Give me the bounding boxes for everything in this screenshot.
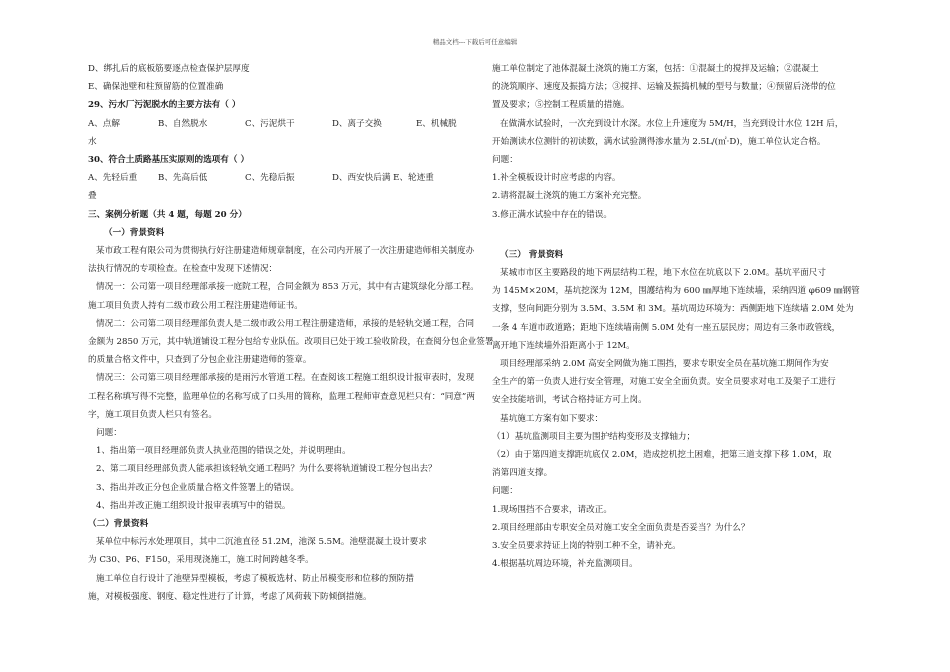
case-2-paragraph-2a: 施工单位自行设计了池壁异型模板，考虑了模板选材、防止吊模变形和位移的预防措 bbox=[96, 573, 414, 584]
case-2-test-line-2: 开始测读水位测针的初读数，满水试验测得渗水量为 2.5L/(㎡·D)，施工单位认定合格。 bbox=[492, 136, 826, 147]
case-3-paragraph-2a: 项目经理部采纳 2.0M 高安全网做为施工围挡，要求专职安全员在基坑施工期间作为安 bbox=[500, 359, 829, 370]
q28-option-d: D、绑扎后的底板筋要逐点检查保护层厚度 bbox=[88, 64, 250, 74]
case-2-paragraph-2b: 施，对模板强度、钢度、稳定性进行了计算，考虑了风荷载下防倾倒措施。 bbox=[88, 591, 372, 602]
case-3-question-3: 3.安全员要求持证上岗的特别工种不全，请补充。 bbox=[492, 541, 681, 552]
case-2-question-2: 2.请将混凝土浇筑的施工方案补充完整。 bbox=[492, 191, 647, 202]
case-2-questions-label: 问题： bbox=[492, 155, 518, 166]
case-2-title: （二）背景资料 bbox=[88, 519, 149, 530]
case-3-question-1: 1.现场围挡不合要求，请改正。 bbox=[492, 504, 612, 515]
case-2-paragraph-1a: 某单位中标污水处理项目，其中二沉池直径 51.2M，池深 5.5M。池壁混凝土设计要求 bbox=[96, 537, 427, 548]
case-3-plan-item-2b: 消第四道支撑。 bbox=[492, 468, 553, 479]
q29-option-c: C、污泥烘干 bbox=[245, 118, 295, 129]
case-1-question-2: 2、第二项目经理部负责人能承担该轻轨交通工程吗？为什么要将轨道铺设工程分包出去？ bbox=[96, 464, 437, 475]
case-3-plan-item-1: （1）基坑监测项目主要为围护结构变形及支撑轴力； bbox=[492, 431, 696, 442]
q29-option-b: B、自然脱水 bbox=[158, 118, 208, 129]
q30-option-d: D、西安快后满 E、轮迹重 bbox=[332, 173, 434, 184]
case-1-paragraph-4c: 字，施工项目负责人栏只有签名。 bbox=[88, 409, 217, 420]
case-3-plan-intro: 基坑施工方案有如下要求： bbox=[500, 413, 604, 424]
q29-option-e: E、机械脱 bbox=[416, 118, 457, 129]
case-1-paragraph-1a: 某市政工程有限公司为贯彻执行好注册建造师规章制度，在公司内开展了一次注册建造师相关制度办 bbox=[96, 246, 475, 257]
case-1-paragraph-3b: 金额为 2850 万元，其中轨道铺设工程分包给专业队伍。改项目已处于竣工验收阶段，在查阅分包企业签署 bbox=[88, 337, 494, 348]
case-1-question-4: 4、指出并改正施工组织设计报审表填写中的错误。 bbox=[96, 500, 291, 511]
q30-option-b: B、先高后低 bbox=[158, 173, 208, 184]
case-3-question-4: 4.根据基坑周边环境，补充监测项目。 bbox=[492, 559, 638, 570]
right-column bbox=[492, 60, 860, 573]
case-1-paragraph-3a: 情况二：公司第二项目经理部负责人是二级市政公用工程注册建造师，承接的是轻轨交通工程，合同 bbox=[96, 318, 475, 329]
case-1-title: （一）背景资料 bbox=[104, 227, 165, 238]
q30-options bbox=[88, 169, 458, 187]
case-1-question-3: 3、指出并改正分包企业质量合格文件签署上的错误。 bbox=[96, 482, 300, 493]
case-2-test-line-1: 在做满水试验时，一次充到设计水深。水位上升速度为 5M/H，当充到设计水位 12H 后， bbox=[500, 118, 844, 129]
case-1-questions-label: 问题： bbox=[96, 428, 122, 439]
case-3-paragraph-1c: 支撑，竖向间距分别为 3.5M、3.5M 和 3M。基坑周边环境为：西侧距地下连续墙 2.0M 处为 bbox=[492, 304, 854, 315]
q28-option-e: E、确保池壁和柱预留筋的位置准确 bbox=[88, 82, 224, 93]
case-2-plan-line-3: 置及要求；⑤控制工程质量的措施。 bbox=[492, 100, 630, 111]
case-2-question-3: 3.修正满水试验中存在的错误。 bbox=[492, 209, 612, 220]
case-3-questions-label: 问题： bbox=[492, 486, 518, 497]
question-30: 30、符合土质路基压实原则的选项有（ ） bbox=[88, 155, 250, 166]
q29-option-a: A、点解 bbox=[88, 118, 120, 129]
case-3-paragraph-2c: 安全技能培训，考试合格持证方可上岗。 bbox=[492, 395, 647, 406]
section-3-heading: 三、案例分析题（共 4 题，每题 20 分） bbox=[88, 209, 247, 220]
case-2-plan-line-1: 施工单位制定了池体混凝土浇筑的施工方案，包括：①混凝土的搅拌及运输；②混凝土 bbox=[492, 64, 819, 74]
case-1-paragraph-2b: 施工项目负责人持有二级市政公用工程注册建造师证书。 bbox=[88, 300, 303, 311]
case-1-paragraph-4a: 情况三：公司第三项目经理部承接的是雨污水管道工程。在查阅该工程施工组织设计报审表时，发现 bbox=[96, 373, 475, 384]
case-1-paragraph-3c: 的质量合格文件中，只查到了分包企业注册建造师的签章。 bbox=[88, 355, 312, 366]
left-column bbox=[88, 60, 494, 606]
case-2-plan-line-2: 的浇筑顺序、速度及振捣方法；③搅拌、运输及振捣机械的型号与数量；④预留后浇带的位 bbox=[492, 82, 836, 93]
case-3-paragraph-2b: 全生产的第一负责人进行安全管理，对施工安全全面负责。安全员要求对电工及架子工进行 bbox=[492, 377, 836, 388]
page-header: 精品文档---下载后可任意编辑 bbox=[432, 38, 518, 46]
q29-continuation: 水 bbox=[88, 136, 97, 147]
case-2-question-1: 1.补全模板设计时应考虑的内容。 bbox=[492, 173, 621, 184]
q29-option-d: D、离子交换 bbox=[332, 118, 382, 129]
case-1-paragraph-4b: 工程名称填写得不完整，监理单位的名称写成了口头用的简称，监理工程师审查意见栏只有：“同意”两 bbox=[88, 391, 475, 402]
case-3-paragraph-1b: 为 145M×20M，基坑挖深为 12M，围護结构为 600 ㎜厚地下连续墙，采纳四道 φ609 ㎜钢管 bbox=[492, 286, 860, 297]
q30-continuation: 叠 bbox=[88, 191, 97, 202]
q29-options bbox=[88, 115, 458, 133]
case-3-plan-item-2a: （2）由于第四道支撑距坑底仅 2.0M，造成挖机挖土困难，把第三道支撑下移 1.0M，取 bbox=[492, 450, 832, 461]
q30-option-a: A、先轻后重 bbox=[88, 173, 138, 184]
case-1-paragraph-2a: 情况一：公司第一项目经理部承接一庭院工程，合同金额为 853 万元，其中有古建筑绿化分部工程。 bbox=[96, 282, 479, 293]
case-3-paragraph-1a: 某城市市区主要路段的地下两层结构工程，地下水位在坑底以下 2.0M。基坑平面尺寸 bbox=[500, 268, 826, 279]
case-3-paragraph-1d: 一条 4 车道市政道路；距地下连续墙南侧 5.0M 处有一座五层民房；周边有三条市政管线， bbox=[492, 322, 841, 333]
case-2-paragraph-1b: 为 C30、P6、F150，采用现浇施工，施工时间跨越冬季。 bbox=[88, 555, 314, 566]
case-3-paragraph-1e: 离开地下连续墙外沿距离小于 12M。 bbox=[492, 340, 635, 351]
case-1-question-1: 1、指出第一项目经理部负责人执业范围的错误之处，并说明理由。 bbox=[96, 446, 351, 457]
q30-option-c: C、先稳后振 bbox=[245, 173, 295, 184]
case-1-paragraph-1b: 法执行情况的专项检查。在检查中发现下述情况： bbox=[88, 264, 278, 275]
case-3-title: （三） 背景资料 bbox=[500, 249, 564, 260]
question-29: 29、污水厂污泥脱水的主要方法有（ ） bbox=[88, 100, 241, 111]
case-3-question-2: 2.项目经理部由专职安全员对施工安全全面负责是否妥当？为什么？ bbox=[492, 522, 750, 533]
